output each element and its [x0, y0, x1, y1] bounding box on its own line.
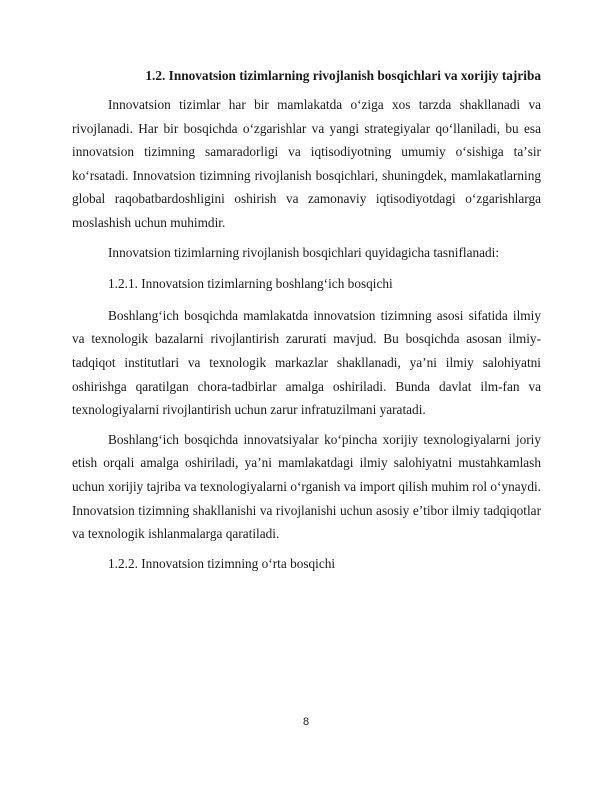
subsection-heading-middle-stage: 1.2.2. Innovatsion tizimning oʻrta bosqichi — [108, 555, 336, 571]
paragraph-classification: Innovatsion tizimlarning rivojlanish bosqichlari quyidagicha tasniflanadi: — [108, 244, 500, 260]
paragraph-intro: Innovatsion tizimlar har bir mamlakatda oʻziga xos tarzda shakllanadi va rivojlanadi. Har bir bosqichda oʻzgarishlar va yangi strategiyalar qoʻllaniladi, bu esa innovatsion tizimning samaradorligi va iqtisodiyotning umumiy oʻsishiga taʼsir koʻrsatadi. Innovatsion tizimning rivojlanish bosqichlari, shuningdek, mamlakatlarning global raqobatbardoshligini oshirish va zamonaviy iqtisodiyotdagi oʻzgarishlarga moslashish uchun muhimdir. — [72, 97, 541, 230]
document-page — [72, 66, 541, 583]
subsection-heading-initial-stage: 1.2.1. Innovatsion tizimlarning boshlangʻich bosqichi — [108, 276, 393, 292]
paragraph-initial-stage-2: Boshlangʻich bosqichda innovatsiyalar koʻpincha xorijiy texnologiyalarni joriy etish orqali amalga oshiriladi, yaʼni mamlakatdagi ilmiy salohiyatni mustahkamlash uchun xorijiy tajriba va texnologiyalarni oʻrganish va import qilish muhim rol oʻynaydi. Innovatsion tizimning shakllanishi va rivojlanishi uchun asosiy eʼtibor ilmiy tadqiqotlar va texnologik ishlanmalarga qaratiladi. — [72, 431, 541, 542]
paragraph-initial-stage-1: Boshlangʻich bosqichda mamlakatda innovatsion tizimning asosi sifatida ilmiy va texnologik bazalarni rivojlantirish zarurati mavjud. Bu bosqichda asosan ilmiy-tadqiqot institutlari va texnologik markazlar shakllanadi, yaʼni ilmiy salohiyatni oshirishga qaratilgan chora-tadbirlar amalga oshiriladi. Bunda davlat ilm-fan va texnologiyalarni rivojlantirish uchun zarur infratuzilmani yaratadi. — [72, 307, 541, 418]
page-number: 8 — [302, 716, 310, 728]
section-title: 1.2. Innovatsion tizimlarning rivojlanish bosqichlari va xorijiy tajriba — [145, 68, 541, 83]
